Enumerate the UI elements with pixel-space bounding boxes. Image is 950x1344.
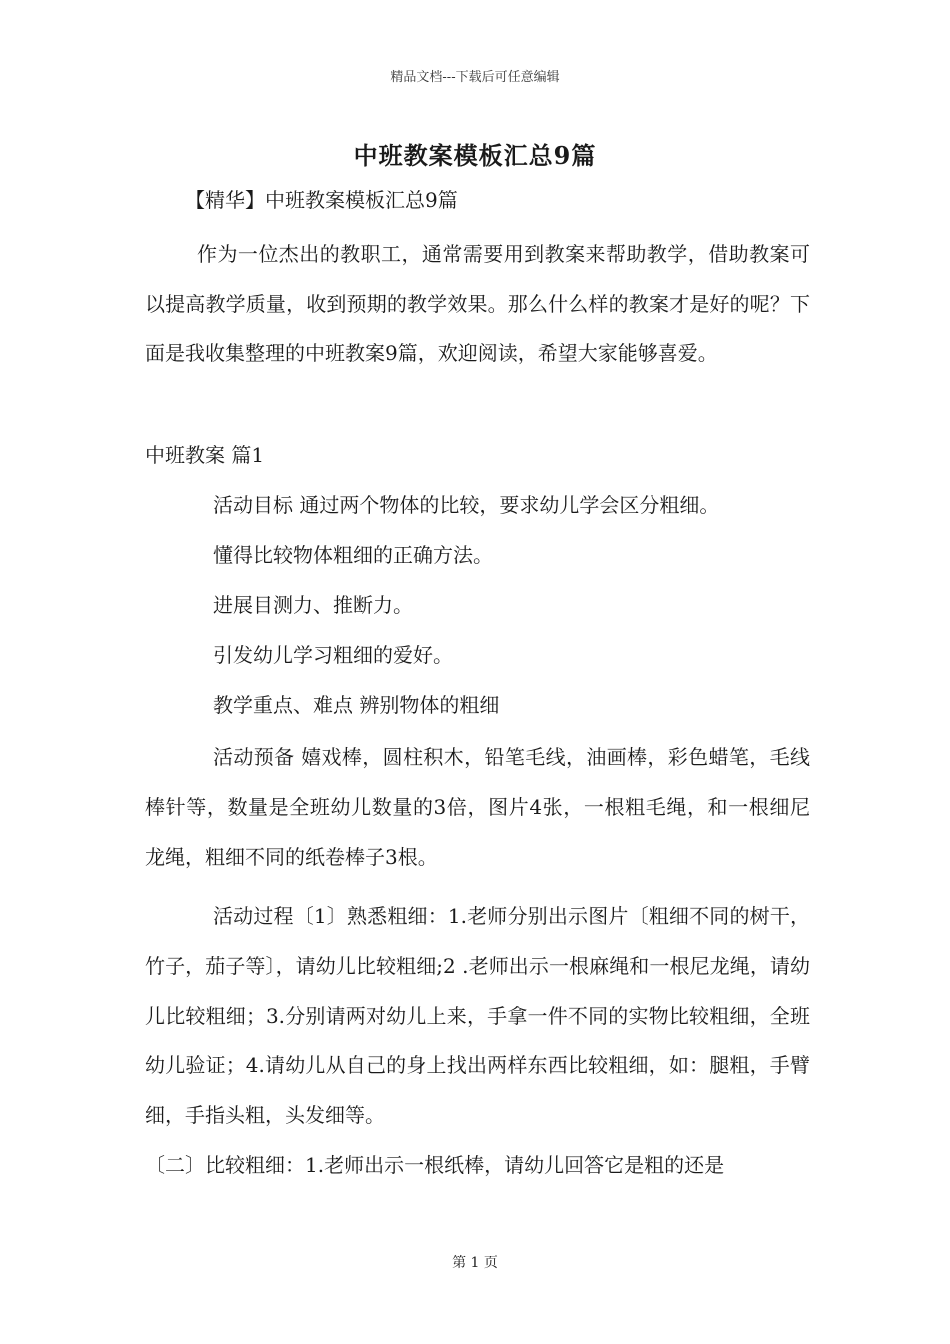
- document-subtitle: 【精华】中班教案模板汇总9篇: [185, 188, 458, 212]
- section-heading: 中班教案 篇1: [145, 443, 265, 468]
- list-item: 教学重点、难点 辨别物体的粗细: [213, 693, 500, 718]
- intro-paragraph: 作为一位杰出的教职工，通常需要用到教案来帮助教学，借助教案可以提高教学质量，收到预期的教学效果。那么什么样的教案才是好的呢？下面是我收集整理的中班教案9篇，欢迎阅读，希望大家能够喜爱。: [145, 242, 810, 366]
- document-title: 中班教案模板汇总9篇: [353, 141, 597, 170]
- continuation-paragraph: 〔二〕比较粗细：1.老师出示一根纸棒，请幼儿回答它是粗的还是: [145, 1152, 725, 1177]
- list-item: 引发幼儿学习粗细的爱好。: [213, 643, 453, 668]
- page-number: 第 1 页: [452, 1255, 498, 1271]
- objective-list: [145, 489, 810, 721]
- preparation-paragraph: 活动预备 嬉戏棒，圆柱积木，铅笔毛线，油画棒，彩色蜡笔，毛线棒针等，数量是全班幼儿数量的3倍，图片4张，一根粗毛绳，和一根细尼龙绳，粗细不同的纸卷棒子3根。: [145, 745, 810, 869]
- page-header: 精品文档---下载后可任意编辑: [390, 70, 560, 85]
- document-body: [145, 184, 810, 1190]
- list-item: 活动目标 通过两个物体的比较，要求幼儿学会区分粗细。: [213, 493, 720, 518]
- process-paragraph: 活动过程〔1〕熟悉粗细：1.老师分别出示图片〔粗细不同的树干，竹子，茄子等〕，请幼儿比较粗细;2 .老师出示一根麻绳和一根尼龙绳，请幼儿比较粗细；3.分别请两对幼儿上来，手拿一件不同的实物比较粗细，全班幼儿验证；4.请幼儿从自己的身上找出两样东西比较粗细，如：腿粗，手臂细，手指头粗，头发细等。: [145, 904, 810, 1128]
- list-item: 进展目测力、推断力。: [213, 593, 413, 618]
- list-item: 懂得比较物体粗细的正确方法。: [213, 543, 493, 568]
